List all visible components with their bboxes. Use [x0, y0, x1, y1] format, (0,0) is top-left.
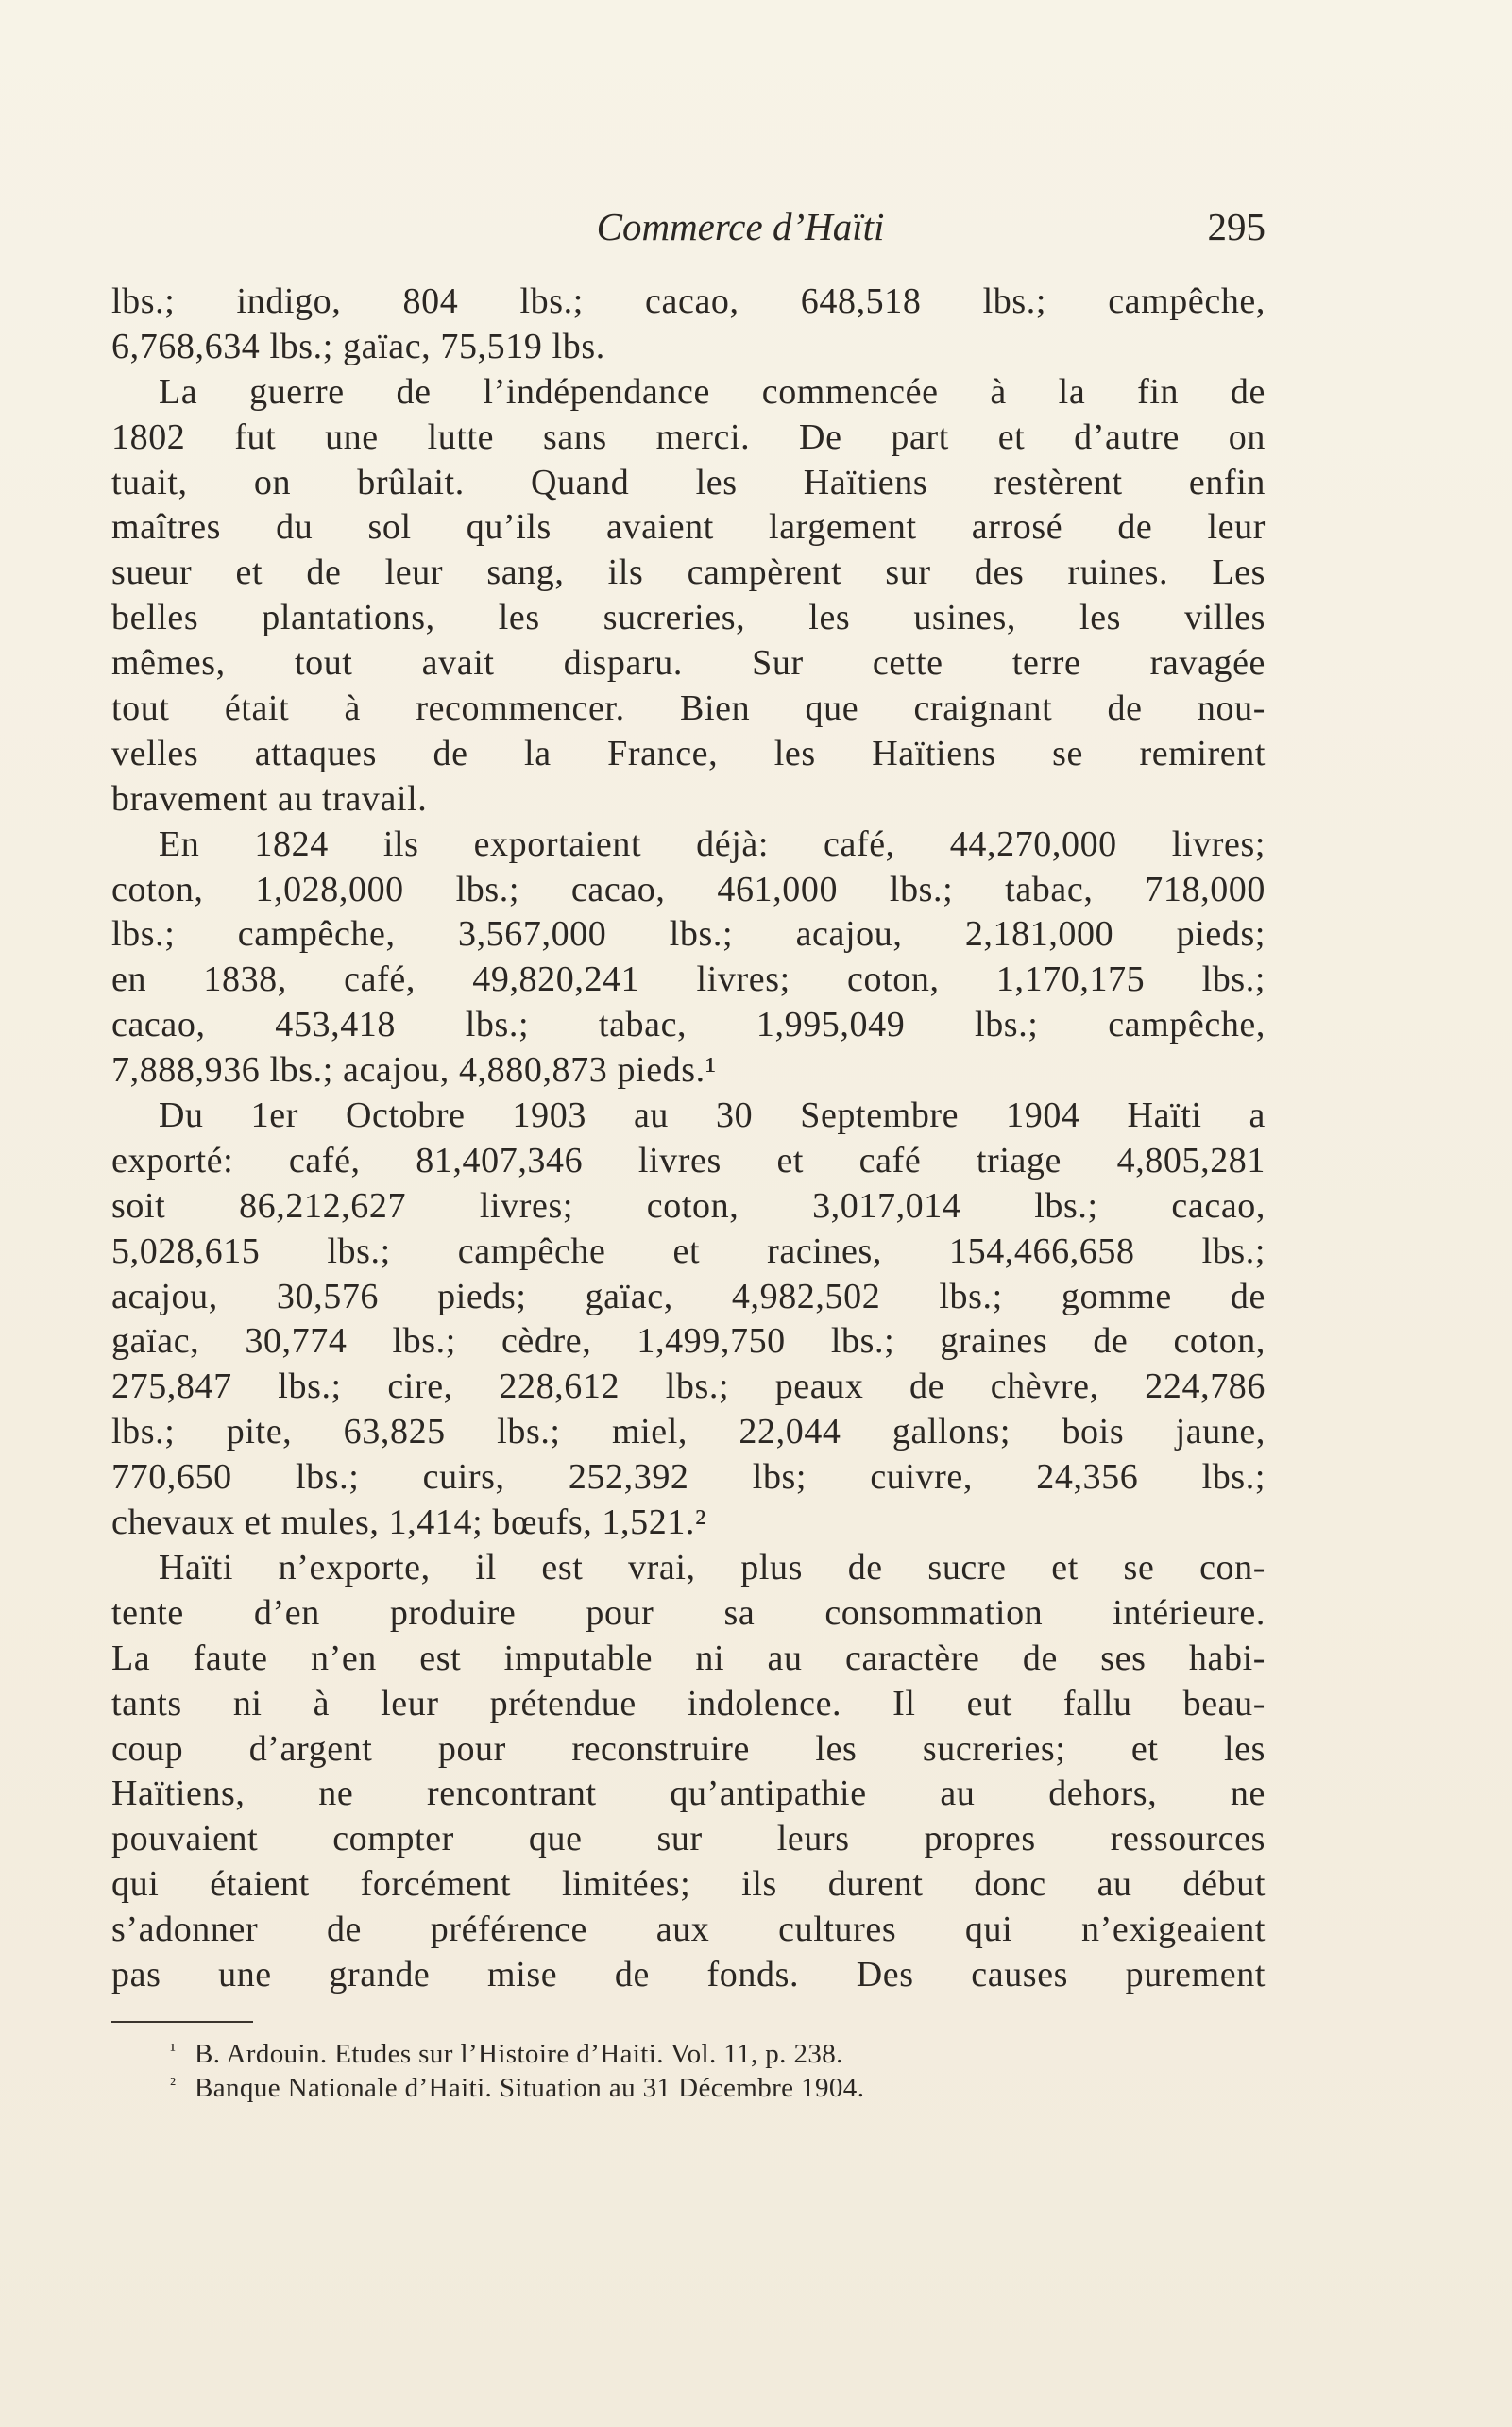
text-line: sueur et de leur sang, ils campèrent sur des ruines. Les	[111, 552, 1266, 593]
text-line: bravement au travail.	[111, 778, 428, 819]
text-line: soit 86,212,627 livres; coton, 3,017,014 lbs.; cacao,	[111, 1185, 1266, 1226]
text-line: Du 1er Octobre 1903 au 30 Septembre 1904 Haïti a	[159, 1095, 1266, 1136]
body-text	[111, 280, 1266, 1998]
footnote-divider	[111, 2021, 253, 2023]
text-line: La faute n’en est imputable ni au caractère de ses habi-	[111, 1638, 1266, 1678]
text-line: lbs.; pite, 63,825 lbs.; miel, 22,044 gallons; bois jaune,	[111, 1412, 1266, 1452]
text-line: cacao, 453,418 lbs.; tabac, 1,995,049 lbs.; campêche,	[111, 1005, 1266, 1045]
text-line: La guerre de l’indépendance commencée à la fin de	[159, 371, 1266, 412]
text-line: pas une grande mise de fonds. Des causes purement	[111, 1954, 1266, 1994]
text-line: tants ni à leur prétendue indolence. Il eut fallu beau-	[111, 1683, 1266, 1723]
footnote-2	[170, 2071, 1209, 2105]
text-line: gaïac, 30,774 lbs.; cèdre, 1,499,750 lbs.; graines de coton,	[111, 1321, 1266, 1362]
running-head	[111, 198, 1266, 255]
text-line: maîtres du sol qu’ils avaient largement arrosé de leur	[111, 507, 1266, 548]
text-line: lbs.; campêche, 3,567,000 lbs.; acajou, 2,181,000 pieds;	[111, 914, 1266, 955]
text-line: 5,028,615 lbs.; campêche et racines, 154,466,658 lbs.;	[111, 1230, 1266, 1271]
text-line: coup d’argent pour reconstruire les sucreries; et les	[111, 1728, 1266, 1769]
footnote-marker: ²	[170, 2074, 177, 2095]
text-line: s’adonner de préférence aux cultures qui n’exigeaient	[111, 1909, 1266, 1950]
text-line: mêmes, tout avait disparu. Sur cette terre ravagée	[111, 643, 1266, 684]
footnote-text: B. Ardouin. Etudes sur l’Histoire d’Haiti. Vol. 11, p. 238.	[195, 2039, 843, 2069]
text-line: velles attaques de la France, les Haïtiens se remirent	[111, 733, 1266, 773]
footnote-marker: ¹	[170, 2040, 177, 2061]
text-line: qui étaient forcément limitées; ils durent donc au début	[111, 1864, 1266, 1905]
text-line: 6,768,634 lbs.; gaïac, 75,519 lbs.	[111, 326, 605, 366]
text-line: 770,650 lbs.; cuirs, 252,392 lbs; cuivre, 24,356 lbs.;	[111, 1457, 1266, 1498]
text-line: Haïti n’exporte, il est vrai, plus de sucre et se con-	[159, 1547, 1266, 1587]
text-line: tuait, on brûlait. Quand les Haïtiens restèrent enfin	[111, 462, 1266, 502]
text-line: coton, 1,028,000 lbs.; cacao, 461,000 lbs.; tabac, 718,000	[111, 869, 1266, 909]
running-title: Commerce d’Haïti	[596, 205, 885, 248]
text-line: en 1838, café, 49,820,241 livres; coton, 1,170,175 lbs.;	[111, 959, 1266, 1000]
page-number: 295	[1207, 205, 1266, 248]
text-line: pouvaient compter que sur leurs propres ressources	[111, 1819, 1266, 1859]
text-line: acajou, 30,576 pieds; gaïac, 4,982,502 lbs.; gomme de	[111, 1276, 1266, 1316]
footnote-text: Banque Nationale d’Haiti. Situation au 31 Décembre 1904.	[195, 2073, 865, 2103]
text-line: 275,847 lbs.; cire, 228,612 lbs.; peaux de chèvre, 224,786	[111, 1366, 1266, 1407]
text-line: 7,888,936 lbs.; acajou, 4,880,873 pieds.¹	[111, 1050, 717, 1091]
footnotes	[170, 2037, 1209, 2105]
footnote-1	[170, 2037, 1209, 2071]
text-line: tente d’en produire pour sa consommation intérieure.	[111, 1592, 1266, 1633]
text-line: chevaux et mules, 1,414; bœufs, 1,521.²	[111, 1502, 707, 1543]
text-line: Haïtiens, ne rencontrant qu’antipathie au dehors, ne	[111, 1774, 1266, 1814]
text-line: tout était à recommencer. Bien que craignant de nou-	[111, 688, 1266, 729]
text-line: belles plantations, les sucreries, les usines, les villes	[111, 598, 1266, 638]
text-line: lbs.; indigo, 804 lbs.; cacao, 648,518 lbs.; campêche,	[111, 281, 1266, 321]
text-line: En 1824 ils exportaient déjà: café, 44,270,000 livres;	[159, 823, 1266, 864]
text-line: exporté: café, 81,407,346 livres et café triage 4,805,281	[111, 1140, 1266, 1180]
text-line: 1802 fut une lutte sans merci. De part et d’autre on	[111, 416, 1266, 457]
